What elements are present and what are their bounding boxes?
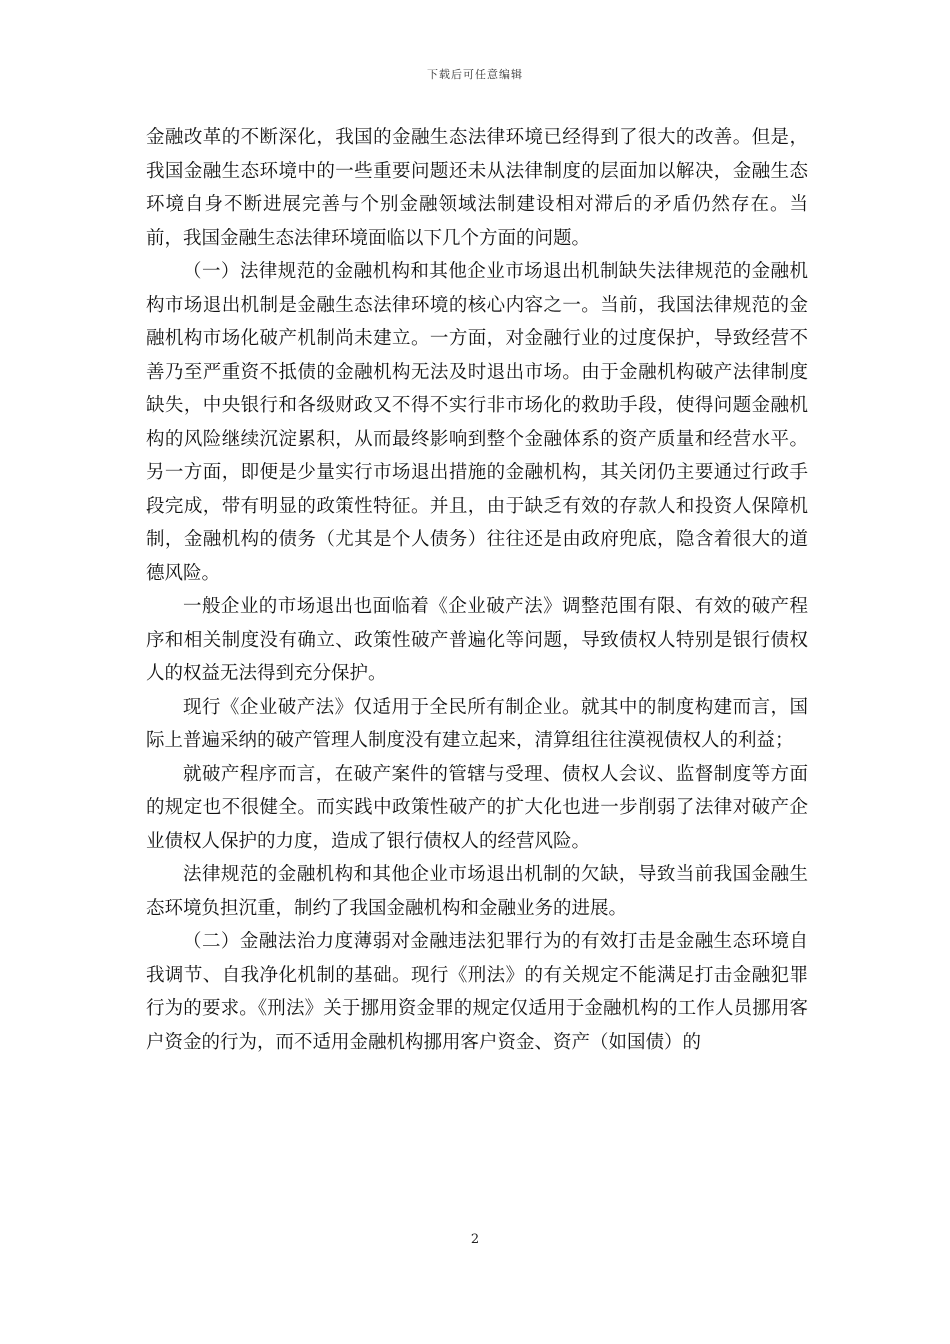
page-number: 2	[470, 1232, 480, 1247]
page-header: 下载后可任意编辑	[427, 68, 523, 81]
paragraph-intro: 金融改革的不断深化，我国的金融生态法律环境已经得到了很大的改善。但是，我国金融生态环境中的一些重要问题还未从法律制度的层面加以解决，金融生态环境自身不断进展完善与个别金融领域法制建设相对滞后的矛盾仍然存在。当前，我国金融生态法律环境面临以下几个方面的问题。	[146, 127, 808, 249]
paragraph-section-two: （二）金融法治力度薄弱对金融违法犯罪行为的有效打击是金融生态环境自我调节、自我净化机制的基础。现行《刑法》的有关规定不能满足打击金融犯罪行为的要求。《刑法》关于挪用资金罪的规定仅适用于金融机构的工作人员挪用客户资金的行为，而不适用金融机构挪用客户资金、资产（如国债）的	[146, 931, 808, 1053]
paragraph-bankruptcy-procedure: 就破产程序而言，在破产案件的管辖与受理、债权人会议、监督制度等方面的规定也不很健全。而实践中政策性破产的扩大化也进一步削弱了法律对破产企业债权人保护的力度，造成了银行债权人的经营风险。	[146, 763, 808, 852]
paragraph-bankruptcy-law-scope: 现行《企业破产法》仅适用于全民所有制企业。就其中的制度构建而言，国际上普遍采纳的破产管理人制度没有建立起来，清算组往往漠视债权人的利益；	[146, 696, 808, 751]
paragraph-exit-mechanism-deficiency: 法律规范的金融机构和其他企业市场退出机制的欠缺，导致当前我国金融生态环境负担沉重，制约了我国金融机构和金融业务的进展。	[146, 864, 808, 919]
document-body	[146, 121, 808, 1059]
paragraph-general-enterprise-exit: 一般企业的市场退出也面临着《企业破产法》调整范围有限、有效的破产程序和相关制度没有确立、政策性破产普遍化等问题，导致债权人特别是银行债权人的权益无法得到充分保护。	[146, 596, 808, 684]
paragraph-section-one: （一）法律规范的金融机构和其他企业市场退出机制缺失法律规范的金融机构市场退出机制是金融生态法律环境的核心内容之一。当前，我国法律规范的金融机构市场化破产机制尚未建立。一方面，对金融行业的过度保护，导致经营不善乃至严重资不抵债的金融机构无法及时退出市场。由于金融机构破产法律制度缺失，中央银行和各级财政又不得不实行非市场化的救助手段，使得问题金融机构的风险继续沉淀累积，从而最终影响到整个金融体系的资产质量和经营水平。另一方面，即便是少量实行市场退出措施的金融机构，其关闭仍主要通过行政手段完成，带有明显的政策性特征。并且，由于缺乏有效的存款人和投资人保障机制，金融机构的债务（尤其是个人债务）往往还是由政府兜底，隐含着很大的道德风险。	[146, 261, 808, 584]
